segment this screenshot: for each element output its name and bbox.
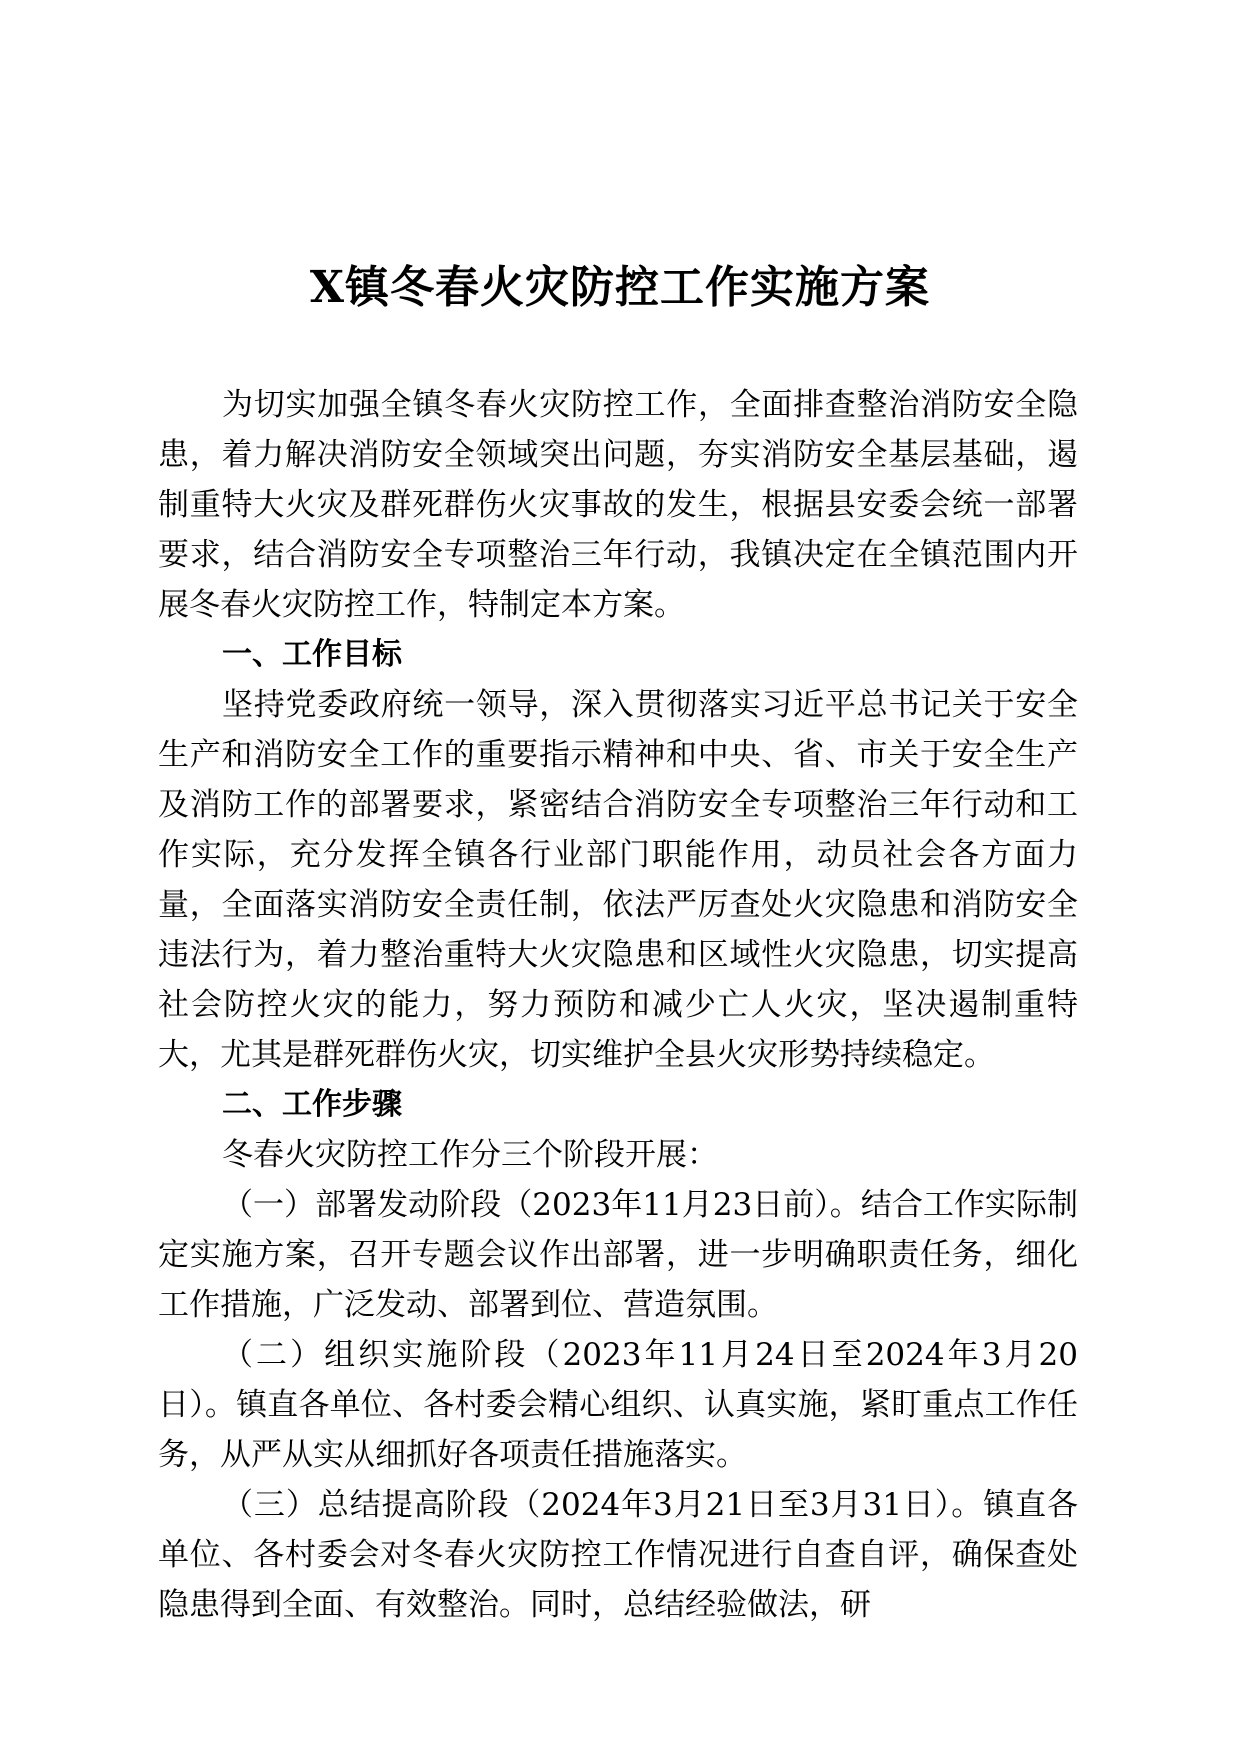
section-heading-steps: 二、工作步骤 <box>222 1087 402 1122</box>
stage-2-paragraph: （二）组织实施阶段（2023年11月24日至2024年3月20日）。镇直各单位、各村委会精心组织、认真实施，紧盯重点工作任务，从严从实从细抓好各项责任措施落实。 <box>158 1337 1078 1473</box>
document-body <box>158 380 1078 1630</box>
stage-3-paragraph: （三）总结提高阶段（2024年3月21日至3月31日）。镇直各单位、各村委会对冬春火灾防控工作情况进行自查自评，确保查处隐患得到全面、有效整治。同时，总结经验做法，研 <box>158 1487 1078 1623</box>
section-heading-goals: 一、工作目标 <box>222 637 402 672</box>
document-title: X镇冬春火灾防控工作实施方案 <box>309 262 931 313</box>
stage-1-paragraph: （一）部署发动阶段（2023年11月23日前）。结合工作实际制定实施方案，召开专题会议作出部署，进一步明确职责任务，细化工作措施，广泛发动、部署到位、营造氛围。 <box>158 1187 1078 1323</box>
intro-paragraph: 为切实加强全镇冬春火灾防控工作，全面排查整治消防安全隐患，着力解决消防安全领域突出问题，夯实消防安全基层基础，遏制重特大火灾及群死群伤火灾事故的发生，根据县安委会统一部署要求，结合消防安全专项整治三年行动，我镇决定在全镇范围内开展冬春火灾防控工作，特制定本方案。 <box>158 387 1078 623</box>
goals-paragraph: 坚持党委政府统一领导，深入贯彻落实习近平总书记关于安全生产和消防安全工作的重要指示精神和中央、省、市关于安全生产及消防工作的部署要求，紧密结合消防安全专项整治三年行动和工作实际，充分发挥全镇各行业部门职能作用，动员社会各方面力量，全面落实消防安全责任制，依法严厉查处火灾隐患和消防安全违法行为，着力整治重特大火灾隐患和区域性火灾隐患，切实提高社会防控火灾的能力，努力预防和减少亡人火灾，坚决遏制重特大，尤其是群死群伤火灾，切实维护全县火灾形势持续稳定。 <box>158 687 1078 1073</box>
steps-lead-paragraph: 冬春火灾防控工作分三个阶段开展： <box>222 1137 718 1173</box>
